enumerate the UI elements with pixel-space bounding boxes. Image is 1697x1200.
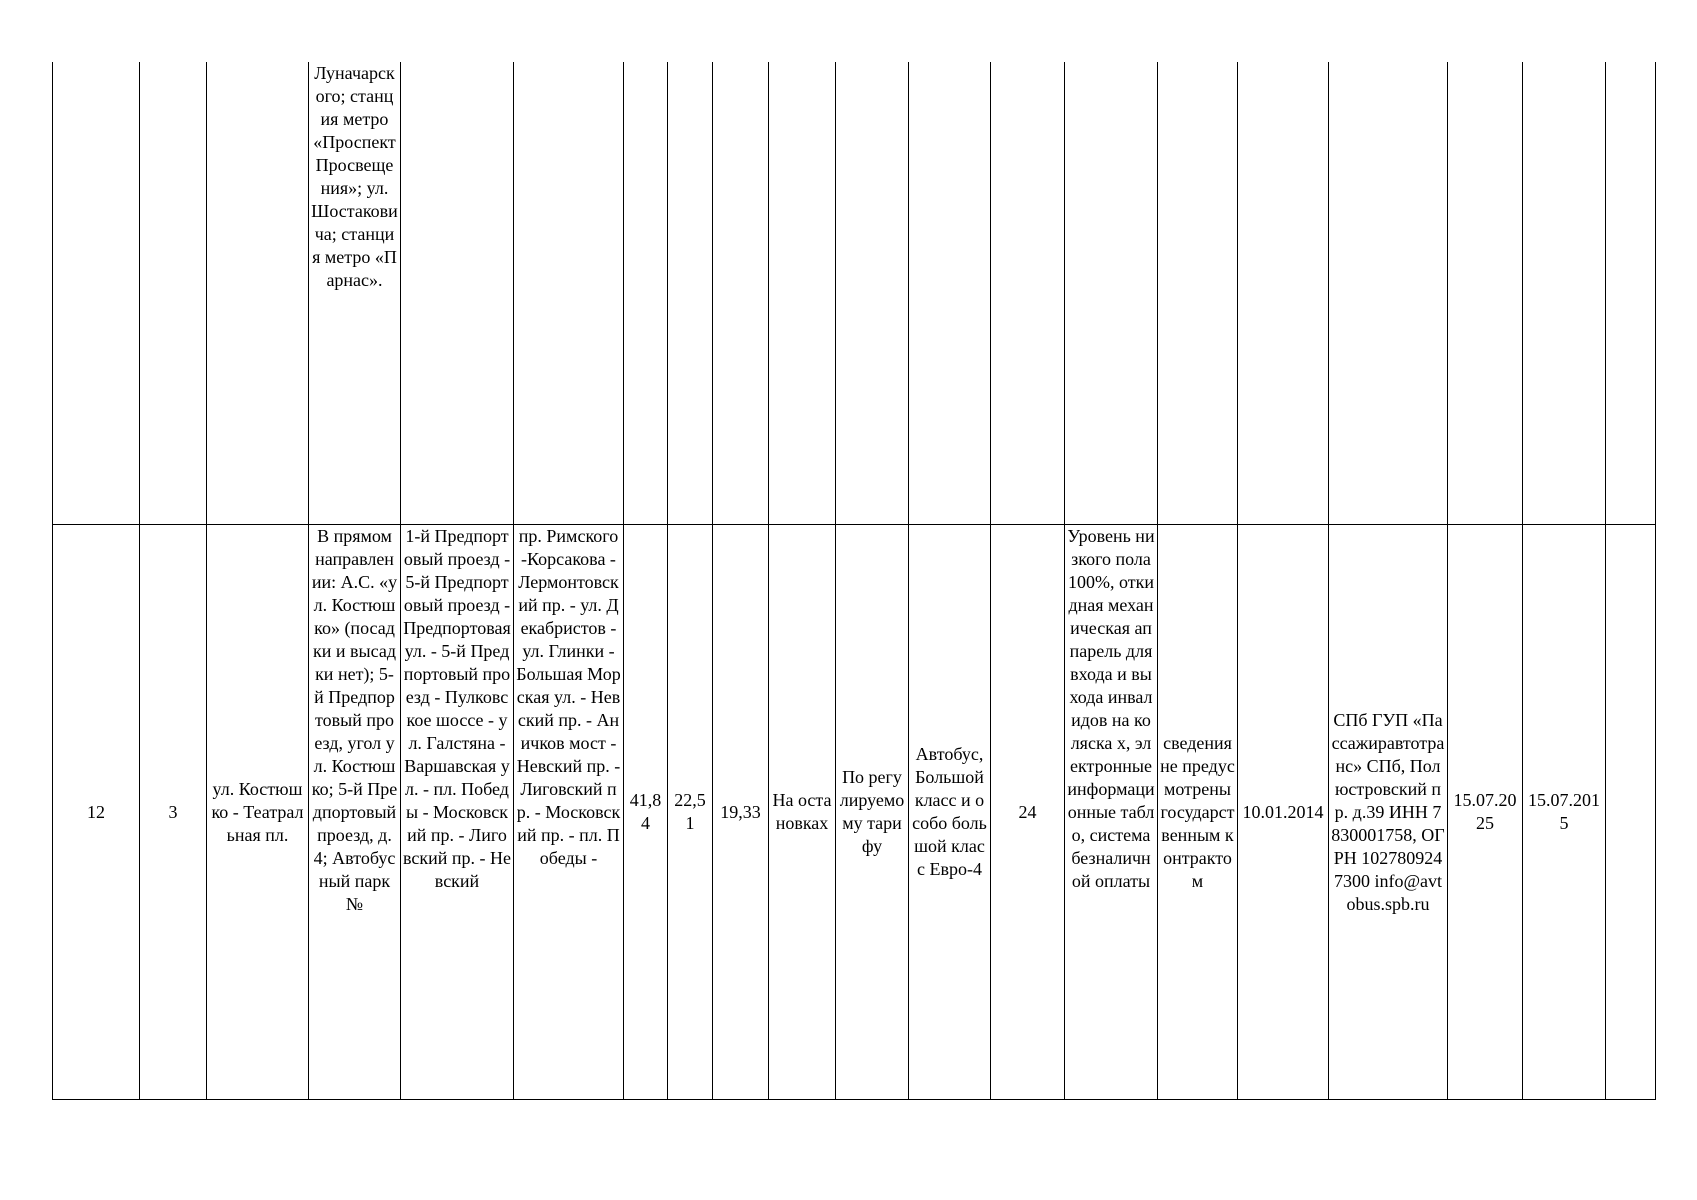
- cell-empty: [1448, 62, 1523, 525]
- cell-empty: [668, 62, 713, 525]
- cell-empty: [769, 62, 836, 525]
- table-row-continuation: [53, 62, 1656, 525]
- cell-empty: [991, 62, 1065, 525]
- cell-empty: [1329, 62, 1448, 525]
- cell-empty: [1158, 62, 1238, 525]
- cell-change-date: 15.07.2015: [1523, 525, 1606, 1100]
- cell-stops-continuation: Луначарского; станция метро «Проспект Просвещения»; ул. Шостаковича; станция метро «Парнас».: [309, 62, 401, 525]
- route-registry-table: [52, 62, 1656, 1100]
- cell-extra: [1606, 525, 1656, 1100]
- cell-start-date: 10.01.2014: [1238, 525, 1329, 1100]
- cell-carrier: СПб ГУП «Пассажиравтотранс» СПб, Полюстровский пр. д.39 ИНН 7830001758, ОГРН 1027809247300 info@avtobus.spb.ru: [1329, 525, 1448, 1100]
- cell-stops-text: В прямом направлении: А.С. «ул. Костюшко» (посадки и высадки нет); 5-й Предпортовый проезд, угол ул. Костюшко; 5-й Предпортовый проезд, д. 4; Автобусный парк №: [311, 526, 398, 914]
- cell-empty: [53, 62, 140, 525]
- cell-empty: [909, 62, 991, 525]
- cell-empty: [624, 62, 668, 525]
- cell-characteristics: [1065, 525, 1158, 1100]
- cell-vehicle-count: 24: [991, 525, 1065, 1100]
- cell-streets-forward-text: 1-й Предпортовый проезд - 5-й Предпортовый проезд - Предпортовая ул. - 5-й Предпортовый проезд - Пулковское шоссе - ул. Галстяна - Варшавская ул. - пл. Победы - Московский пр. - Лиговский пр. - Невский: [403, 526, 511, 891]
- cell-empty: [514, 62, 624, 525]
- cell-streets-backward-text: пр. Римского-Корсакова - Лермонтовский пр. - ул. Декабристов - ул. Глинки - Большая Морская ул. - Невский пр. - Аничков мост - Невский пр. - Лиговский пр. - Московский пр. - пл. Победы -: [516, 526, 621, 868]
- cell-length-forward: 41,84: [624, 525, 668, 1100]
- cell-row-number: 12: [53, 525, 140, 1100]
- cell-empty: [1065, 62, 1158, 525]
- cell-contract: сведения не предусмотрены государственным контрактом: [1158, 525, 1238, 1100]
- cell-empty: [207, 62, 309, 525]
- cell-empty: [836, 62, 909, 525]
- cell-route-name: ул. Костюшко - Театральная пл.: [207, 525, 309, 1100]
- cell-stop-order: На остановках: [769, 525, 836, 1100]
- cell-route-number: 3: [140, 525, 207, 1100]
- cell-length-other: 19,33: [713, 525, 769, 1100]
- cell-empty: [140, 62, 207, 525]
- cell-streets-backward: [514, 525, 624, 1100]
- cell-tariff: По регулируемому тарифу: [836, 525, 909, 1100]
- cell-empty: [1523, 62, 1606, 525]
- cell-length-backward: 22,51: [668, 525, 713, 1100]
- cell-empty: [713, 62, 769, 525]
- cell-empty: [1606, 62, 1656, 525]
- table-row-route-3: [53, 525, 1656, 1100]
- cell-stops: [309, 525, 401, 1100]
- cell-streets-forward: [401, 525, 514, 1100]
- cell-empty: [401, 62, 514, 525]
- cell-characteristics-text: Уровень низкого пола 100%, откидная механическая аппарель для входа и выхода инвалидов на коляска х, электронные информационные табло, система безналичной оплаты: [1067, 526, 1155, 891]
- cell-empty: [1238, 62, 1329, 525]
- cell-contract-end: 15.07.2025: [1448, 525, 1523, 1100]
- cell-vehicle: Автобус, Большой класс и особо большой класс Евро-4: [909, 525, 991, 1100]
